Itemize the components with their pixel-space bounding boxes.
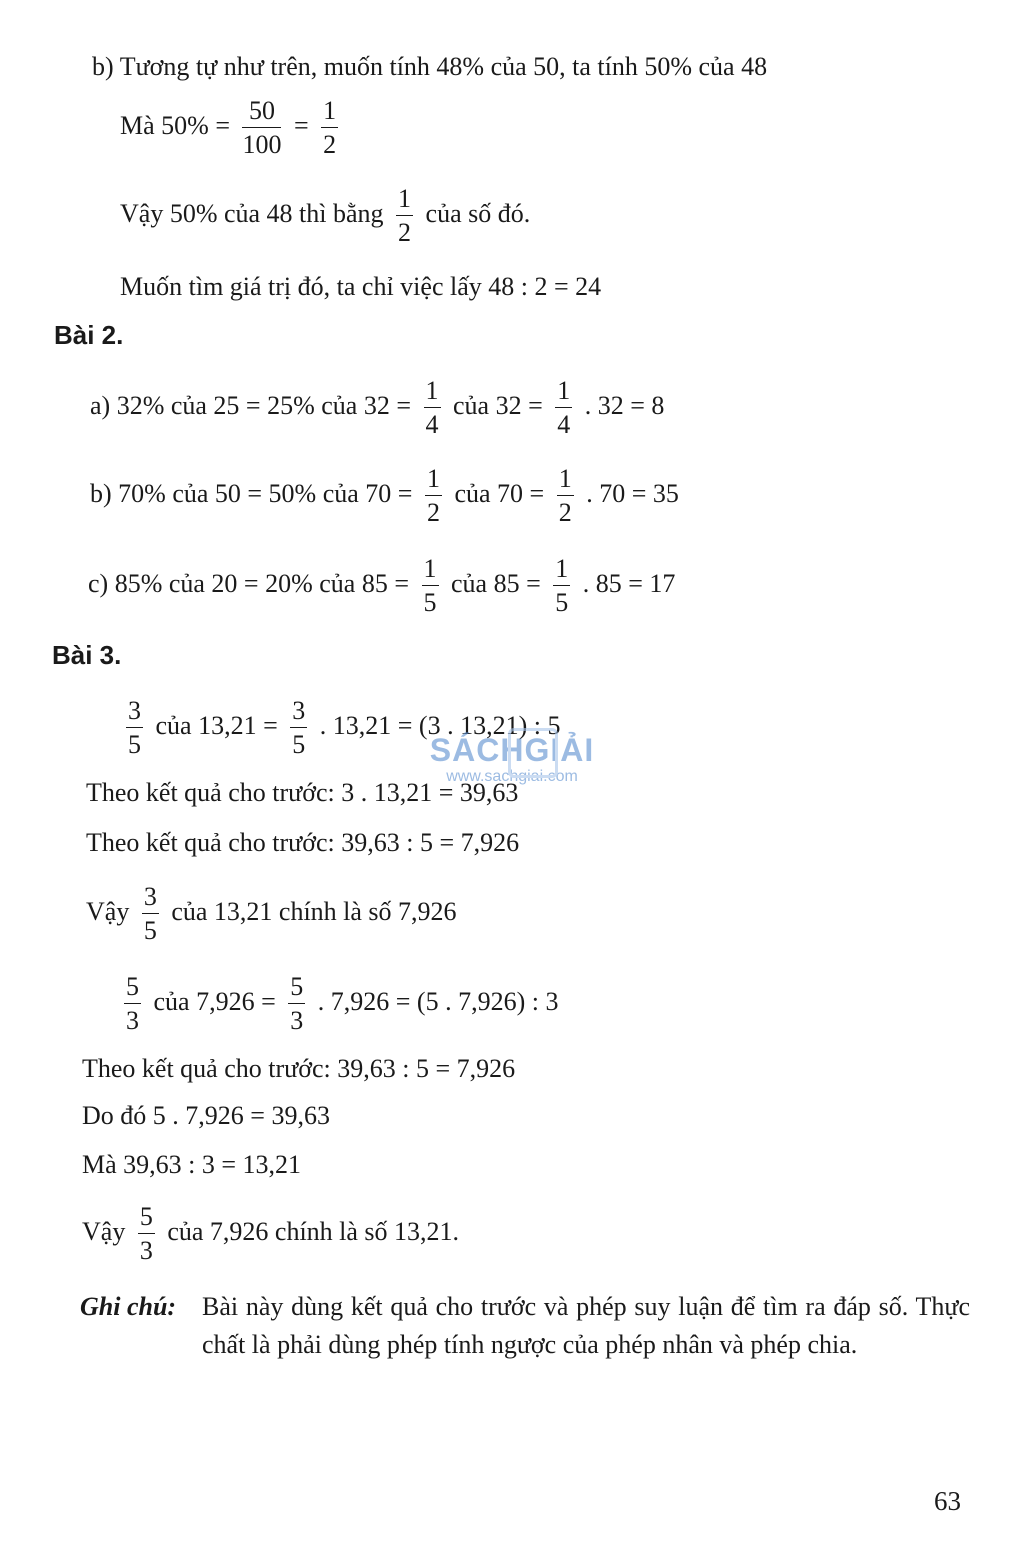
fraction [321,98,338,158]
bai-3-line-3: Theo kết quả cho trước: 39,63 : 5 = 7,926 [82,1054,516,1083]
note-label: Ghi chú: [80,1292,177,1321]
bai-2-item-b [90,466,679,526]
numerator: 1 [555,378,572,408]
fraction [424,378,441,438]
item-middle: của 70 = [454,478,545,508]
note-text: Bài này dùng kết quả cho trước và phép suy luận để tìm ra đáp số. Thực chất là phải dùng phép tính ngược của phép nhân và phép chia. [202,1292,970,1359]
part-b-intro: b) Tương tự như trên, muốn tính 48% của 50, ta tính 50% của 48 [92,52,768,81]
bai-3-conclusion-2 [82,1204,459,1264]
equation-suffix: . 7,926 = (5 . 7,926) : 3 [317,986,559,1016]
part-b-result: Muốn tìm giá trị đó, ta chỉ việc lấy 48 : 2 = 24 [120,272,602,301]
equals-sign: = [293,110,309,140]
numerator: 3 [142,884,159,914]
numerator: 5 [138,1204,155,1234]
denominator: 2 [398,218,412,247]
numerator: 1 [396,186,413,216]
equation-suffix: . 13,21 = (3 . 13,21) : 5 [319,710,561,740]
fraction [553,556,570,616]
watermark-logo-box [508,728,558,778]
numerator: 5 [124,974,141,1004]
page-number: 63 [934,1486,961,1516]
denominator: 2 [558,498,572,527]
fraction [142,884,159,944]
bai-3-equation-2 [118,974,558,1034]
bai-3-line-1: Theo kết quả cho trước: 3 . 13,21 = 39,63 [86,778,519,807]
denominator: 100 [242,130,282,159]
conclusion-suffix: của 13,21 chính là số 7,926 [171,896,457,926]
part-b-conclusion-prefix: Vậy 50% của 48 thì bằng [120,198,384,228]
denominator: 3 [126,1006,139,1035]
equation-middle: của 7,926 = [153,986,276,1016]
denominator: 2 [426,498,440,527]
numerator: 3 [290,698,307,728]
item-prefix: c) 85% của 20 = 20% của 85 = [88,568,410,598]
numerator: 1 [557,466,574,496]
denominator: 5 [423,588,437,617]
bai-3-line-4: Do đó 5 . 7,926 = 39,63 [82,1101,330,1130]
denominator: 4 [557,410,571,439]
equation-middle: của 13,21 = [155,710,278,740]
conclusion-prefix: Vậy [86,896,130,926]
watermark-url: www.sachgiai.com [446,768,578,785]
item-prefix: b) 70% của 50 = 50% của 70 = [90,478,413,508]
denominator: 5 [143,916,157,945]
numerator: 1 [425,466,442,496]
fraction [557,466,574,526]
numerator: 1 [424,378,441,408]
item-middle: của 85 = [451,568,541,598]
denominator: 5 [128,730,141,759]
bai-2-item-a [90,378,664,438]
fraction [290,698,307,758]
denominator: 3 [139,1236,153,1265]
item-suffix: . 85 = 17 [582,568,676,598]
fraction [126,698,143,758]
denominator: 5 [292,730,306,759]
denominator: 4 [425,410,439,439]
numerator: 5 [288,974,305,1004]
part-b-conclusion [120,186,530,246]
numerator: 1 [321,98,338,128]
part-b-equation [120,98,344,158]
conclusion-suffix: của 7,926 chính là số 13,21. [167,1216,460,1246]
bai-3-heading: Bài 3. [52,640,122,670]
item-prefix: a) 32% của 25 = 25% của 32 = [90,390,412,420]
watermark-title: SÁCHGIẢI [429,732,595,768]
fraction [555,378,572,438]
numerator: 50 [242,98,281,128]
item-middle: của 32 = [453,390,543,420]
fraction [422,556,439,616]
bai-2-item-c [88,556,675,616]
denominator: 5 [555,588,569,617]
bai-3-line-2: Theo kết quả cho trước: 39,63 : 5 = 7,926 [86,828,520,857]
fraction [138,1204,155,1264]
note-block [80,1288,970,1359]
bai-3-line-5: Mà 39,63 : 3 = 13,21 [82,1150,302,1179]
item-suffix: . 32 = 8 [584,390,665,420]
numerator: 1 [553,556,570,586]
fraction [242,98,281,158]
fraction [124,974,141,1034]
fraction [396,186,413,246]
item-suffix: . 70 = 35 [586,478,679,508]
part-b-eq-prefix: Mà 50% = [120,110,230,140]
fraction [425,466,442,526]
part-b-conclusion-suffix: của số đó. [425,198,531,228]
denominator: 3 [290,1006,304,1035]
bai-3-conclusion-1 [86,884,457,944]
denominator: 2 [323,130,337,159]
numerator: 3 [126,698,143,728]
fraction [288,974,305,1034]
bai-2-heading: Bài 2. [54,320,124,350]
numerator: 1 [422,556,439,586]
conclusion-prefix: Vậy [82,1216,126,1246]
